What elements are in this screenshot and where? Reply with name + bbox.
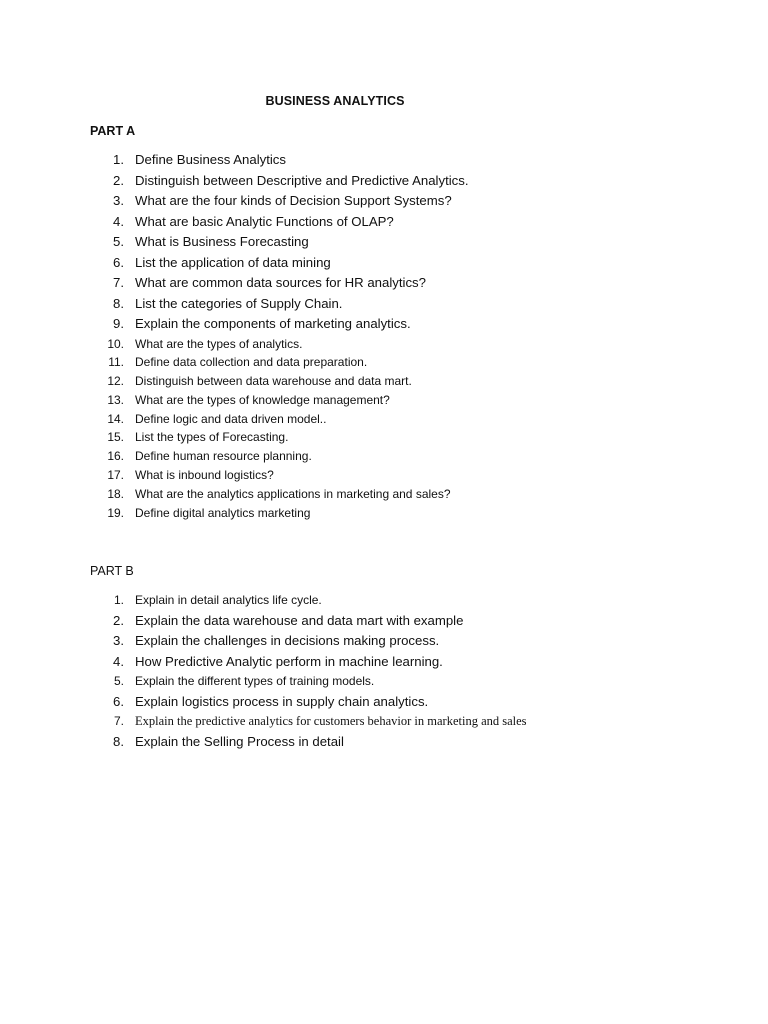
question-text: What are the four kinds of Decision Support Systems? — [135, 193, 452, 208]
list-number: 5. — [113, 234, 124, 249]
question-text: List the types of Forecasting. — [135, 430, 289, 445]
document-title: BUSINESS ANALYTICS — [265, 94, 405, 108]
question-text: Explain the predictive analytics for customers behavior in marketing and sales — [135, 714, 527, 728]
list-number: 9. — [113, 316, 124, 331]
question-text: List the categories of Supply Chain. — [135, 295, 343, 311]
list-number: 14. — [107, 411, 124, 426]
list-number: 7. — [113, 275, 124, 290]
question-text: Define logic and data driven model.. — [135, 411, 327, 426]
question-text: Distinguish between Descriptive and Predictive Analytics. — [135, 172, 469, 188]
question-text: Define data collection and data preparation. — [135, 355, 368, 370]
part-a-heading: PART A — [90, 124, 136, 138]
question-text: What is inbound logistics? — [135, 468, 274, 483]
question-text: What is Business Forecasting — [135, 234, 309, 249]
question-text: Distinguish between data warehouse and data mart. — [135, 374, 412, 389]
question-text: Explain logistics process in supply chain analytics. — [135, 693, 429, 709]
question-text: How Predictive Analytic perform in machine learning. — [135, 653, 443, 669]
question-text: What are the analytics applications in marketing and sales? — [135, 486, 451, 501]
list-number: 16. — [107, 449, 124, 464]
list-number: 13. — [107, 392, 124, 407]
question-text: Define human resource planning. — [135, 449, 312, 464]
list-number: 2. — [113, 612, 124, 628]
part-b-heading: PART B — [90, 564, 134, 578]
list-number: 7. — [113, 714, 124, 728]
question-text: Explain in detail analytics life cycle. — [135, 593, 322, 607]
list-number: 17. — [107, 468, 124, 483]
list-number: 5. — [113, 674, 124, 688]
list-number: 11. — [108, 355, 124, 370]
question-text: Define Business Analytics — [135, 152, 286, 167]
question-text: Explain the components of marketing analytics. — [135, 316, 411, 331]
question-text: Define digital analytics marketing — [135, 505, 311, 520]
list-number: 18. — [107, 486, 124, 501]
question-text: Explain the Selling Process in detail — [135, 733, 344, 749]
list-number: 10. — [107, 336, 124, 351]
question-text: What are the types of analytics. — [135, 336, 303, 351]
list-number: 3. — [113, 633, 124, 648]
list-number: 1. — [113, 593, 124, 607]
list-number: 15. — [107, 430, 124, 445]
question-text: Explain the data warehouse and data mart with example — [135, 612, 464, 628]
question-text: What are basic Analytic Functions of OLAP? — [135, 213, 394, 229]
list-number: 19. — [107, 505, 124, 520]
list-number: 8. — [113, 733, 124, 749]
question-text: What are the types of knowledge management? — [135, 392, 390, 407]
list-number: 6. — [113, 254, 124, 270]
list-number: 1. — [113, 152, 124, 167]
question-text: List the application of data mining — [135, 254, 331, 270]
list-number: 2. — [113, 172, 124, 188]
list-number: 8. — [113, 295, 124, 311]
list-number: 6. — [113, 693, 124, 709]
question-text: Explain the challenges in decisions making process. — [135, 633, 440, 648]
question-text: What are common data sources for HR analytics? — [135, 275, 426, 290]
list-number: 4. — [113, 653, 124, 669]
list-number: 4. — [113, 213, 124, 229]
list-number: 12. — [107, 374, 124, 389]
list-number: 3. — [113, 193, 124, 208]
question-text: Explain the different types of training models. — [135, 674, 375, 688]
